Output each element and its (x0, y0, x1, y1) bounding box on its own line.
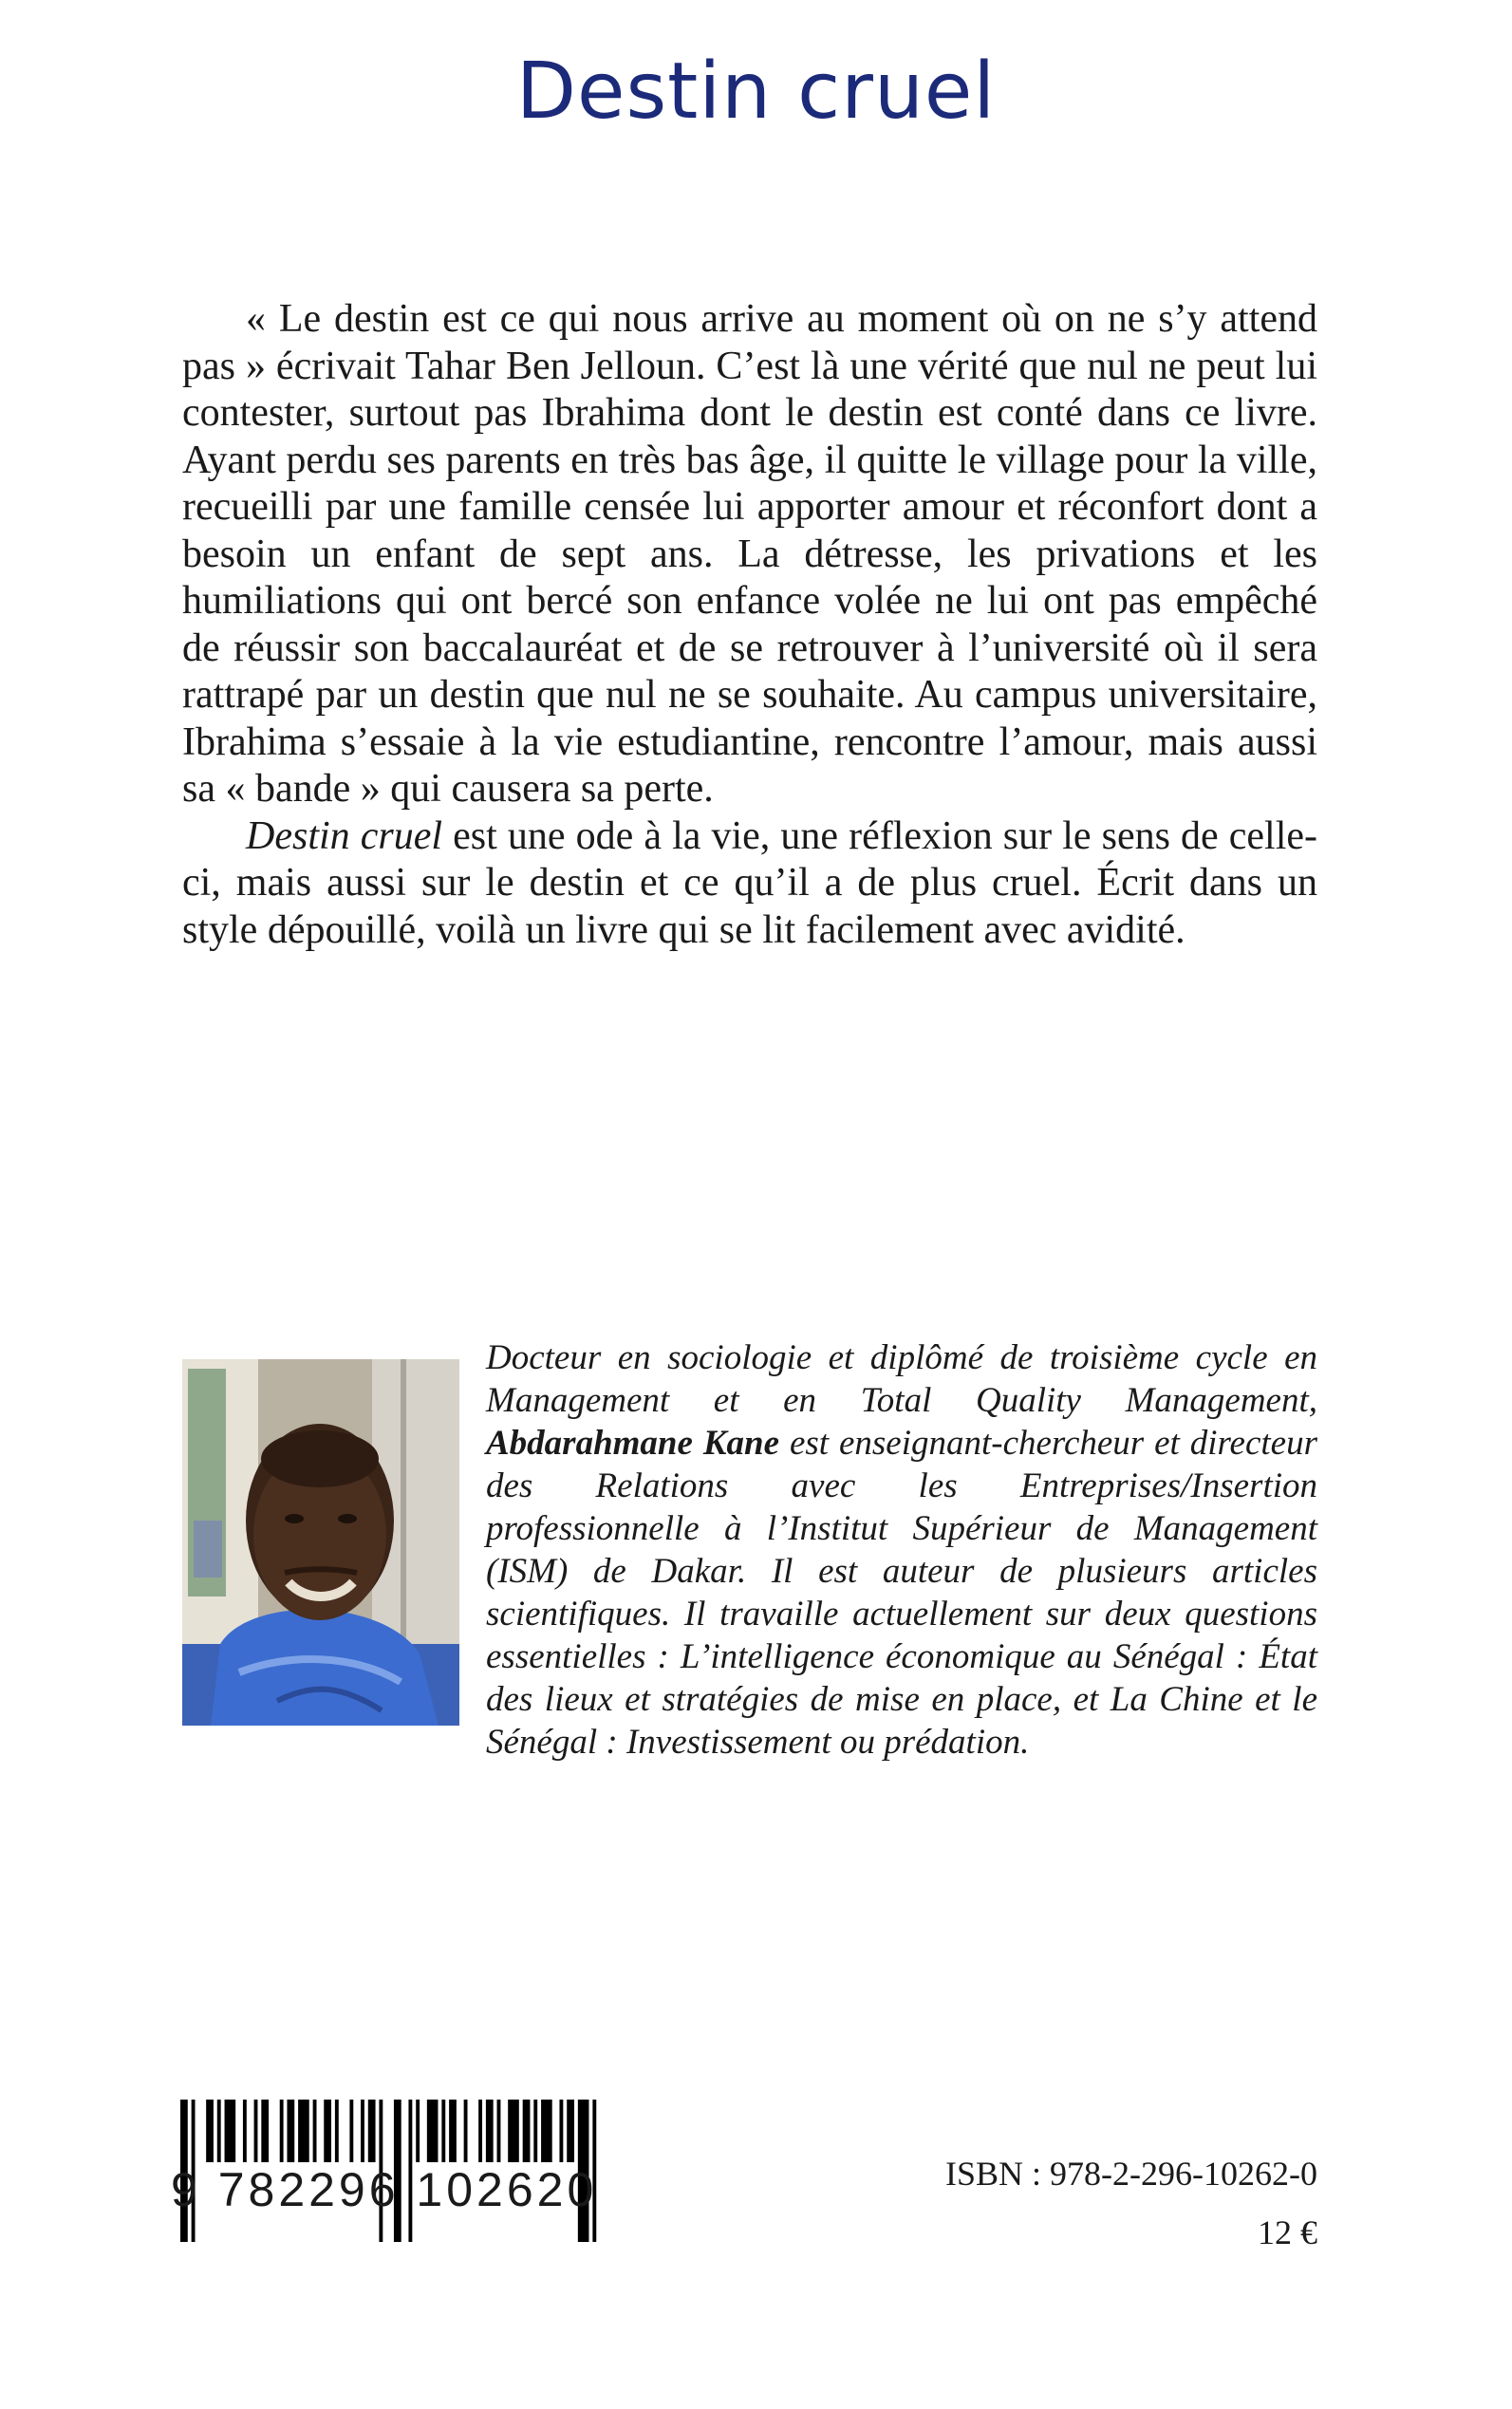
barcode-bar (523, 2100, 531, 2162)
barcode-bar (449, 2100, 457, 2162)
barcode-bar (533, 2100, 537, 2162)
barcode-bar (298, 2100, 309, 2162)
barcode-bar (508, 2100, 519, 2162)
barcode-bar (206, 2100, 214, 2162)
blurb-book-title: Destin cruel (246, 813, 443, 858)
author-photo (182, 1359, 459, 1726)
barcode-bar (261, 2100, 269, 2162)
barcode-bar (335, 2100, 339, 2162)
barcode-bar (313, 2100, 317, 2162)
barcode-bar (349, 2100, 353, 2162)
barcode-bar (486, 2100, 494, 2162)
blurb-paragraph-2-text: est une ode à la vie, une réflexion sur le sens de celle-ci, mais aussi sur le destin et ce qu’il a de plus cruel. Écrit dans un style dépouillé, voilà un livre qui se lit facilement avec avidité. (182, 813, 1317, 952)
barcode-bar (416, 2100, 420, 2162)
author-name: Abdarahmane Kane (486, 1424, 780, 1463)
barcode-digits: 9 782296 102620 (171, 2163, 598, 2216)
barcode-bar (324, 2100, 331, 2162)
author-bio (486, 1336, 1317, 1764)
price: 12 € (1258, 2213, 1317, 2251)
blurb-paragraph-2 (182, 813, 1317, 955)
barcode-bar (478, 2100, 482, 2162)
barcode-bar (541, 2100, 552, 2162)
barcode-bar (497, 2100, 501, 2162)
barcode-bar (217, 2100, 221, 2162)
back-cover-blurb (182, 296, 1317, 954)
barcode-bar (287, 2100, 294, 2162)
blurb-paragraph-1: « Le destin est ce qui nous arrive au moment où on ne s’y attend pas » écrivait Tahar Ben Jelloun. C’est là une vérité que nul ne peut lui contester, surtout pas Ibrahima dont le destin est conté dans ce livre. Ayant perdu ses parents en très bas âge, il quitte le village pour la ville, recueilli par une famille censée lui apporter amour et réconfort dont a besoin un enfant de sept ans. La détresse, les privations et les humiliations qui ont bercé son enfance volée ne lui ont pas empêché de réussir son baccalauréat et de se retrouver à l’université où il sera rattrapé par un destin que nul ne se souhaite. Au campus universitaire, Ibrahima s’essaie à la vie estudiantine, rencontre l’amour, mais aussi sa « bande » qui causera sa perte. (182, 297, 1317, 811)
barcode-bar (441, 2100, 445, 2162)
barcode-bar (361, 2100, 364, 2162)
barcode-bar (567, 2100, 574, 2162)
author-bio-intro: Docteur en sociologie et diplômé de troisième cycle en Management et en Total Quality Management, (486, 1338, 1317, 1420)
barcode-bar (243, 2100, 247, 2162)
author-bio-rest: est enseignant-chercheur et directeur des Relations avec les Entreprises/Insertion professionnelle à l’Institut Supérieur de Management (ISM) de Dakar. Il est auteur de plusieurs articles scientifiques. Il travaille actuellement sur deux questions essentielles : L’intelligence économique au Sénégal : État des lieux et stratégies de mise en place, et La Chine et le Sénégal : Investissement ou prédation. (486, 1424, 1317, 1762)
barcode-bar (427, 2100, 439, 2162)
barcode-bar (559, 2100, 563, 2162)
book-title: Destin cruel (515, 47, 997, 137)
barcode-bar (225, 2100, 236, 2162)
barcode-bar (254, 2100, 258, 2162)
isbn: ISBN : 978-2-296-10262-0 (945, 2155, 1317, 2193)
barcode-bar (368, 2100, 376, 2162)
barcode-bar (280, 2100, 284, 2162)
barcode-bar (464, 2100, 468, 2162)
